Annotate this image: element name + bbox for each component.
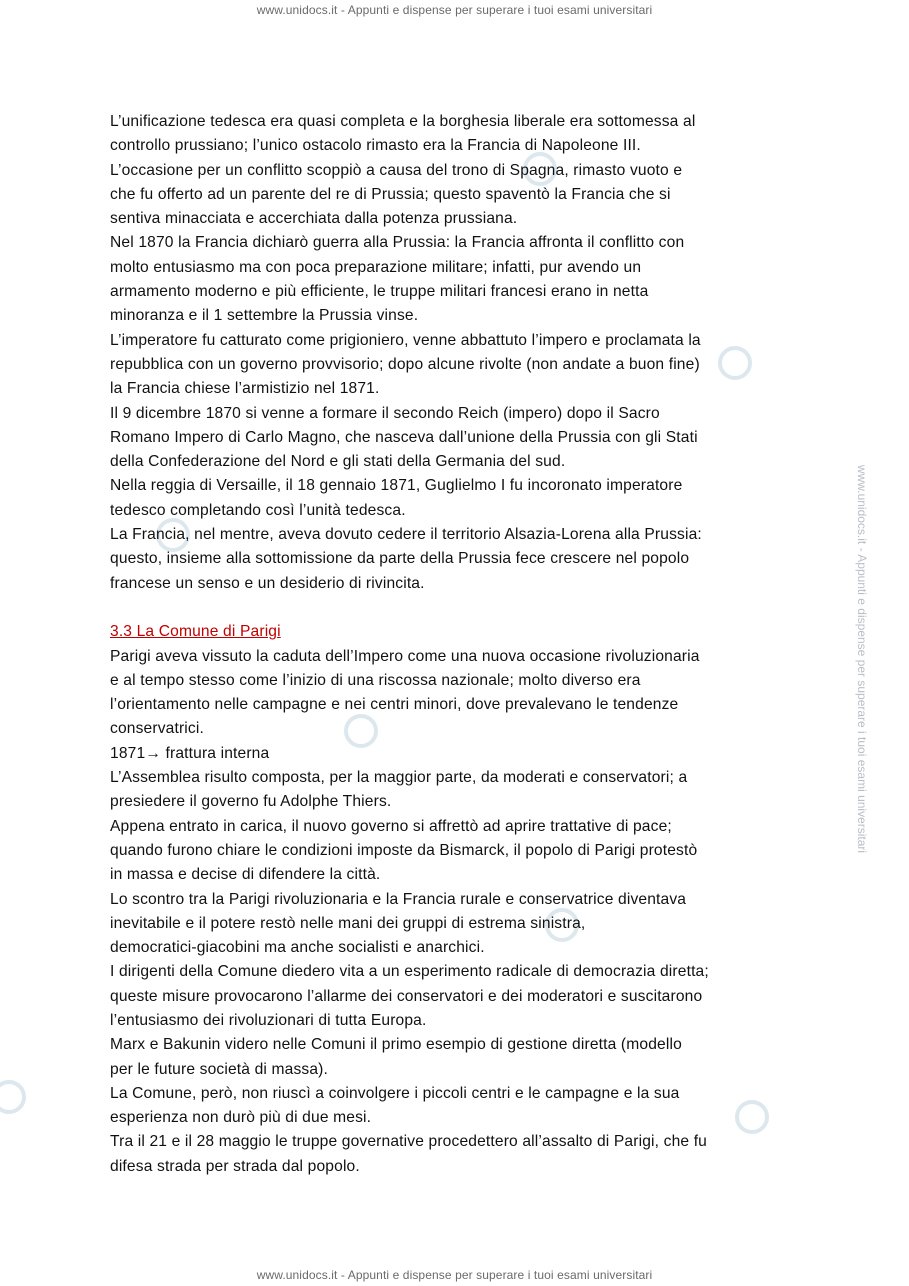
text-line: che fu offerto ad un parente del re di Prussia; questo spaventò la Francia che si — [110, 185, 671, 203]
text-line: minoranza e il 1 settembre la Prussia vinse. — [110, 307, 419, 325]
text-line: I dirigenti della Comune diedero vita a un esperimento radicale di democrazia diretta; — [110, 963, 709, 981]
text-line: armamento moderno e più efficiente, le truppe militari francesi erano in netta — [110, 283, 649, 301]
text-line: controllo prussiano; l’unico ostacolo rimasto era la Francia di Napoleone III. — [110, 137, 641, 155]
text-line: repubblica con un governo provvisorio; dopo alcune rivolte (non andate a buon fine) — [110, 355, 700, 373]
document-body — [110, 110, 810, 1179]
paragraph-paris-commune — [110, 645, 810, 1180]
text-line: esperienza non durò più di due mesi. — [110, 1109, 372, 1127]
text-line: inevitabile e il potere restò nelle mani dei gruppi di estrema sinistra, — [110, 914, 586, 932]
text-line: e al tempo stesso come l’inizio di una riscossa nazionale; molto diverso era — [110, 671, 641, 689]
text-line: conservatrici. — [110, 720, 204, 738]
text-line: L’imperatore fu catturato come prigioniero, venne abbattuto l’impero e proclamata la — [110, 331, 701, 349]
text-line: Parigi aveva vissuto la caduta dell’Impero come una nuova occasione rivoluzionaria — [110, 647, 700, 665]
text-line: Nel 1870 la Francia dichiarò guerra alla Prussia: la Francia affronta il conflitto con — [110, 234, 685, 252]
text-line: Nella reggia di Versaille, il 18 gennaio 1871, Guglielmo I fu incoronato imperatore — [110, 477, 683, 495]
text-line: in massa e decise di difendere la città. — [110, 866, 381, 884]
text-line: 1871→ frattura interna — [110, 744, 270, 762]
text-line: difesa strada per strada dal popolo. — [110, 1157, 360, 1175]
section-heading: 3.3 La Comune di Parigi — [110, 623, 281, 641]
text-line: La Francia, nel mentre, aveva dovuto cedere il territorio Alsazia-Lorena alla Prussia: — [110, 526, 702, 544]
text-line: democratici-giacobini ma anche socialisti e anarchici. — [110, 939, 485, 957]
text-line: l’orientamento nelle campagne e nei centri minori, dove prevalevano le tendenze — [110, 696, 679, 714]
text-line: Appena entrato in carica, il nuovo governo si affrettò ad aprire trattative di pace; — [110, 817, 672, 835]
watermark-footer: www.unidocs.it - Appunti e dispense per superare i tuoi esami universitari — [256, 1268, 653, 1282]
text-line: Il 9 dicembre 1870 si venne a formare il secondo Reich (impero) dopo il Sacro — [110, 404, 660, 422]
paragraph-franco-prussian-war — [110, 110, 810, 596]
text-line: Marx e Bakunin videro nelle Comuni il primo esempio di gestione diretta (modello — [110, 1036, 682, 1054]
text-line: L’unificazione tedesca era quasi completa e la borghesia liberale era sottomessa al — [110, 113, 696, 130]
text-line: La Comune, però, non riuscì a coinvolgere i piccoli centri e le campagne e la sua — [110, 1084, 680, 1102]
text-line: tedesco completando così l’unità tedesca. — [110, 501, 406, 519]
text-line: presiedere il governo fu Adolphe Thiers. — [110, 793, 392, 811]
text-line: sentiva minacciata e accerchiata dalla potenza prussiana. — [110, 210, 518, 228]
text-line: quando furono chiare le condizioni imposte da Bismarck, il popolo di Parigi protestò — [110, 841, 698, 859]
text-line: molto entusiasmo ma con poca preparazione militare; infatti, pur avendo un — [110, 258, 642, 276]
text-line: queste misure provocarono l’allarme dei conservatori e dei moderatori e suscitarono — [110, 987, 703, 1005]
text-line: L’occasione per un conflitto scoppiò a causa del trono di Spagna, rimasto vuoto e — [110, 161, 683, 179]
watermark-side-right: www.unidocs.it - Appunti e dispense per superare i tuoi esami universitari — [855, 464, 870, 854]
text-line: Tra il 21 e il 28 maggio le truppe governative procedettero all’assalto di Parigi, che fu — [110, 1133, 707, 1151]
text-line: francese un senso e un desiderio di rivincita. — [110, 574, 425, 592]
text-line: L’Assemblea risulto composta, per la maggior parte, da moderati e conservatori; a — [110, 769, 688, 787]
blank-line — [110, 596, 810, 620]
watermark-header: www.unidocs.it - Appunti e dispense per superare i tuoi esami universitari — [256, 3, 653, 17]
text-line: Romano Impero di Carlo Magno, che nasceva dall’unione della Prussia con gli Stati — [110, 428, 698, 446]
text-line: della Confederazione del Nord e gli stati della Germania del sud. — [110, 453, 566, 471]
watermark-logo-icon — [0, 1080, 26, 1114]
text-line: per le future società di massa). — [110, 1060, 329, 1078]
text-line: questo, insieme alla sottomissione da parte della Prussia fece crescere nel popolo — [110, 550, 690, 568]
text-line: l’entusiasmo dei rivoluzionari di tutta Europa. — [110, 1011, 427, 1029]
text-line: Lo scontro tra la Parigi rivoluzionaria e la Francia rurale e conservatrice diventava — [110, 890, 687, 908]
text-line: la Francia chiese l’armistizio nel 1871. — [110, 380, 380, 398]
